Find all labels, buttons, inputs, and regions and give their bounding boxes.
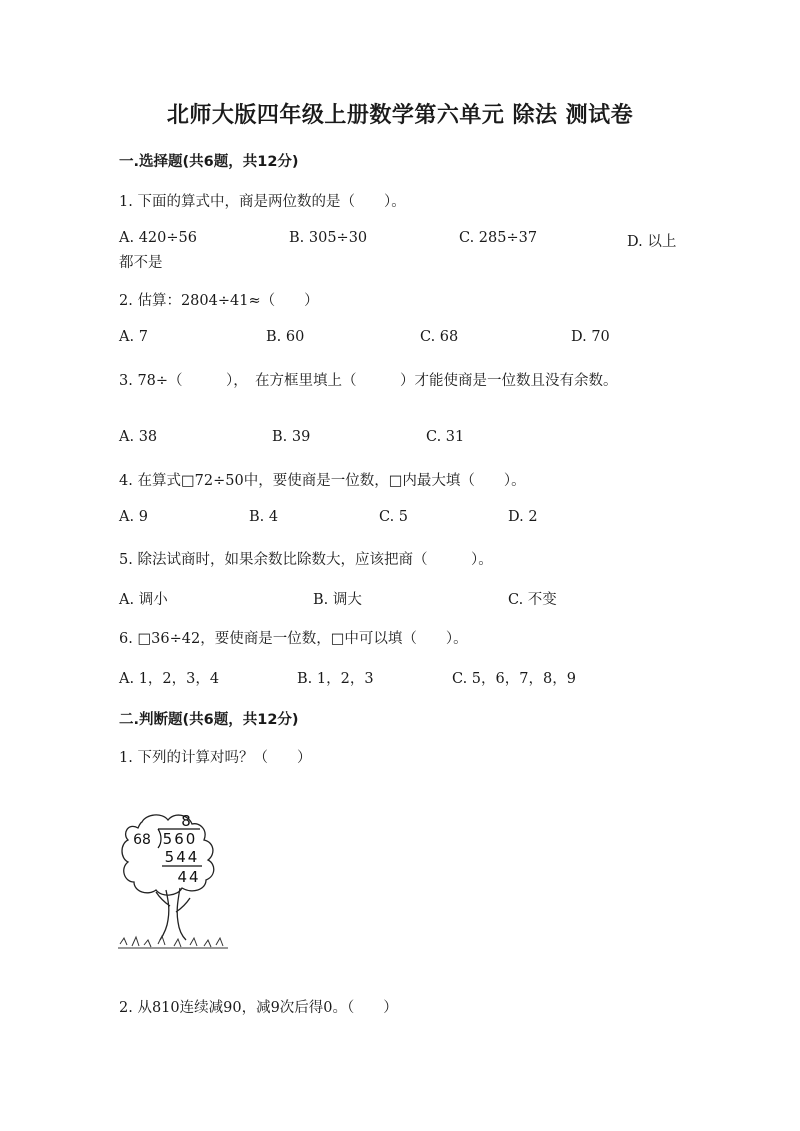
q6-option-c[interactable]: C. 5，6，7，8，9 — [452, 671, 576, 687]
q2-option-a[interactable]: A. 7 — [119, 329, 148, 345]
section-heading-choice: 一.选择题(共6题，共12分) — [119, 154, 299, 170]
question-2-options — [119, 329, 689, 351]
question-4-options — [119, 509, 689, 531]
division-quotient: 8 — [181, 812, 191, 830]
q2-option-b[interactable]: B. 60 — [266, 329, 305, 345]
grass-ground — [118, 936, 228, 948]
q3-option-a[interactable]: A. 38 — [119, 429, 158, 445]
q1-option-a[interactable]: A. 420÷56 — [119, 230, 197, 246]
question-5: 5. 除法试商时，如果余数比除数大，应该把商（ ）。 — [119, 552, 493, 568]
division-bracket — [158, 829, 161, 848]
q4-option-d[interactable]: D. 2 — [508, 509, 538, 525]
q5-option-b[interactable]: B. 调大 — [313, 592, 362, 608]
q4-option-b[interactable]: B. 4 — [249, 509, 279, 525]
question-1: 1. 下面的算式中，商是两位数的是（ ）。 — [119, 194, 406, 210]
question-2: 2. 估算：2804÷41≈（ ） — [119, 293, 319, 309]
question-6: 6. □36÷42，要使商是一位数，□中可以填（ ）。 — [119, 631, 468, 647]
q4-option-c[interactable]: C. 5 — [379, 509, 409, 525]
tree-trunk — [156, 888, 190, 940]
question-1-options — [119, 230, 689, 252]
division-remainder: 44 — [177, 868, 201, 886]
page-title: 北师大版四年级上册数学第六单元 除法 测试卷 — [166, 103, 634, 128]
q2-option-d[interactable]: D. 70 — [571, 329, 610, 345]
question-5-options — [119, 588, 689, 610]
judgement-2: 2. 从810连续减90，减9次后得0。（ ） — [119, 1000, 398, 1016]
q5-option-a[interactable]: A. 调小 — [119, 592, 168, 608]
tree-division-figure — [118, 808, 230, 956]
q1-option-b[interactable]: B. 305÷30 — [289, 230, 368, 246]
division-dividend: 560 — [162, 830, 198, 848]
question-4: 4. 在算式□72÷50中，要使商是一位数，□内最大填（ ）。 — [119, 473, 526, 489]
q5-option-c[interactable]: C. 不变 — [508, 592, 557, 608]
q1-option-d[interactable]: D. 以上 — [627, 234, 677, 250]
q3-option-c[interactable]: C. 31 — [426, 429, 465, 445]
division-divisor: 68 — [133, 832, 151, 848]
section-heading-judgement: 二.判断题(共6题，共12分) — [119, 712, 299, 728]
question-3-options — [119, 429, 689, 451]
q6-option-b[interactable]: B. 1，2，3 — [297, 671, 374, 687]
q4-option-a[interactable]: A. 9 — [119, 509, 148, 525]
q1-option-d-continued: 都不是 — [119, 255, 163, 271]
question-3: 3. 78÷（ ）， 在方框里填上（ ）才能使商是一位数且没有余数。 — [119, 373, 618, 389]
q3-option-b[interactable]: B. 39 — [272, 429, 311, 445]
q6-option-a[interactable]: A. 1，2，3，4 — [119, 671, 220, 687]
judgement-1: 1. 下列的计算对吗？（ ） — [119, 750, 312, 766]
q1-option-c[interactable]: C. 285÷37 — [459, 230, 538, 246]
question-6-options — [119, 667, 689, 689]
q2-option-c[interactable]: C. 68 — [420, 329, 459, 345]
division-product: 544 — [164, 848, 200, 866]
